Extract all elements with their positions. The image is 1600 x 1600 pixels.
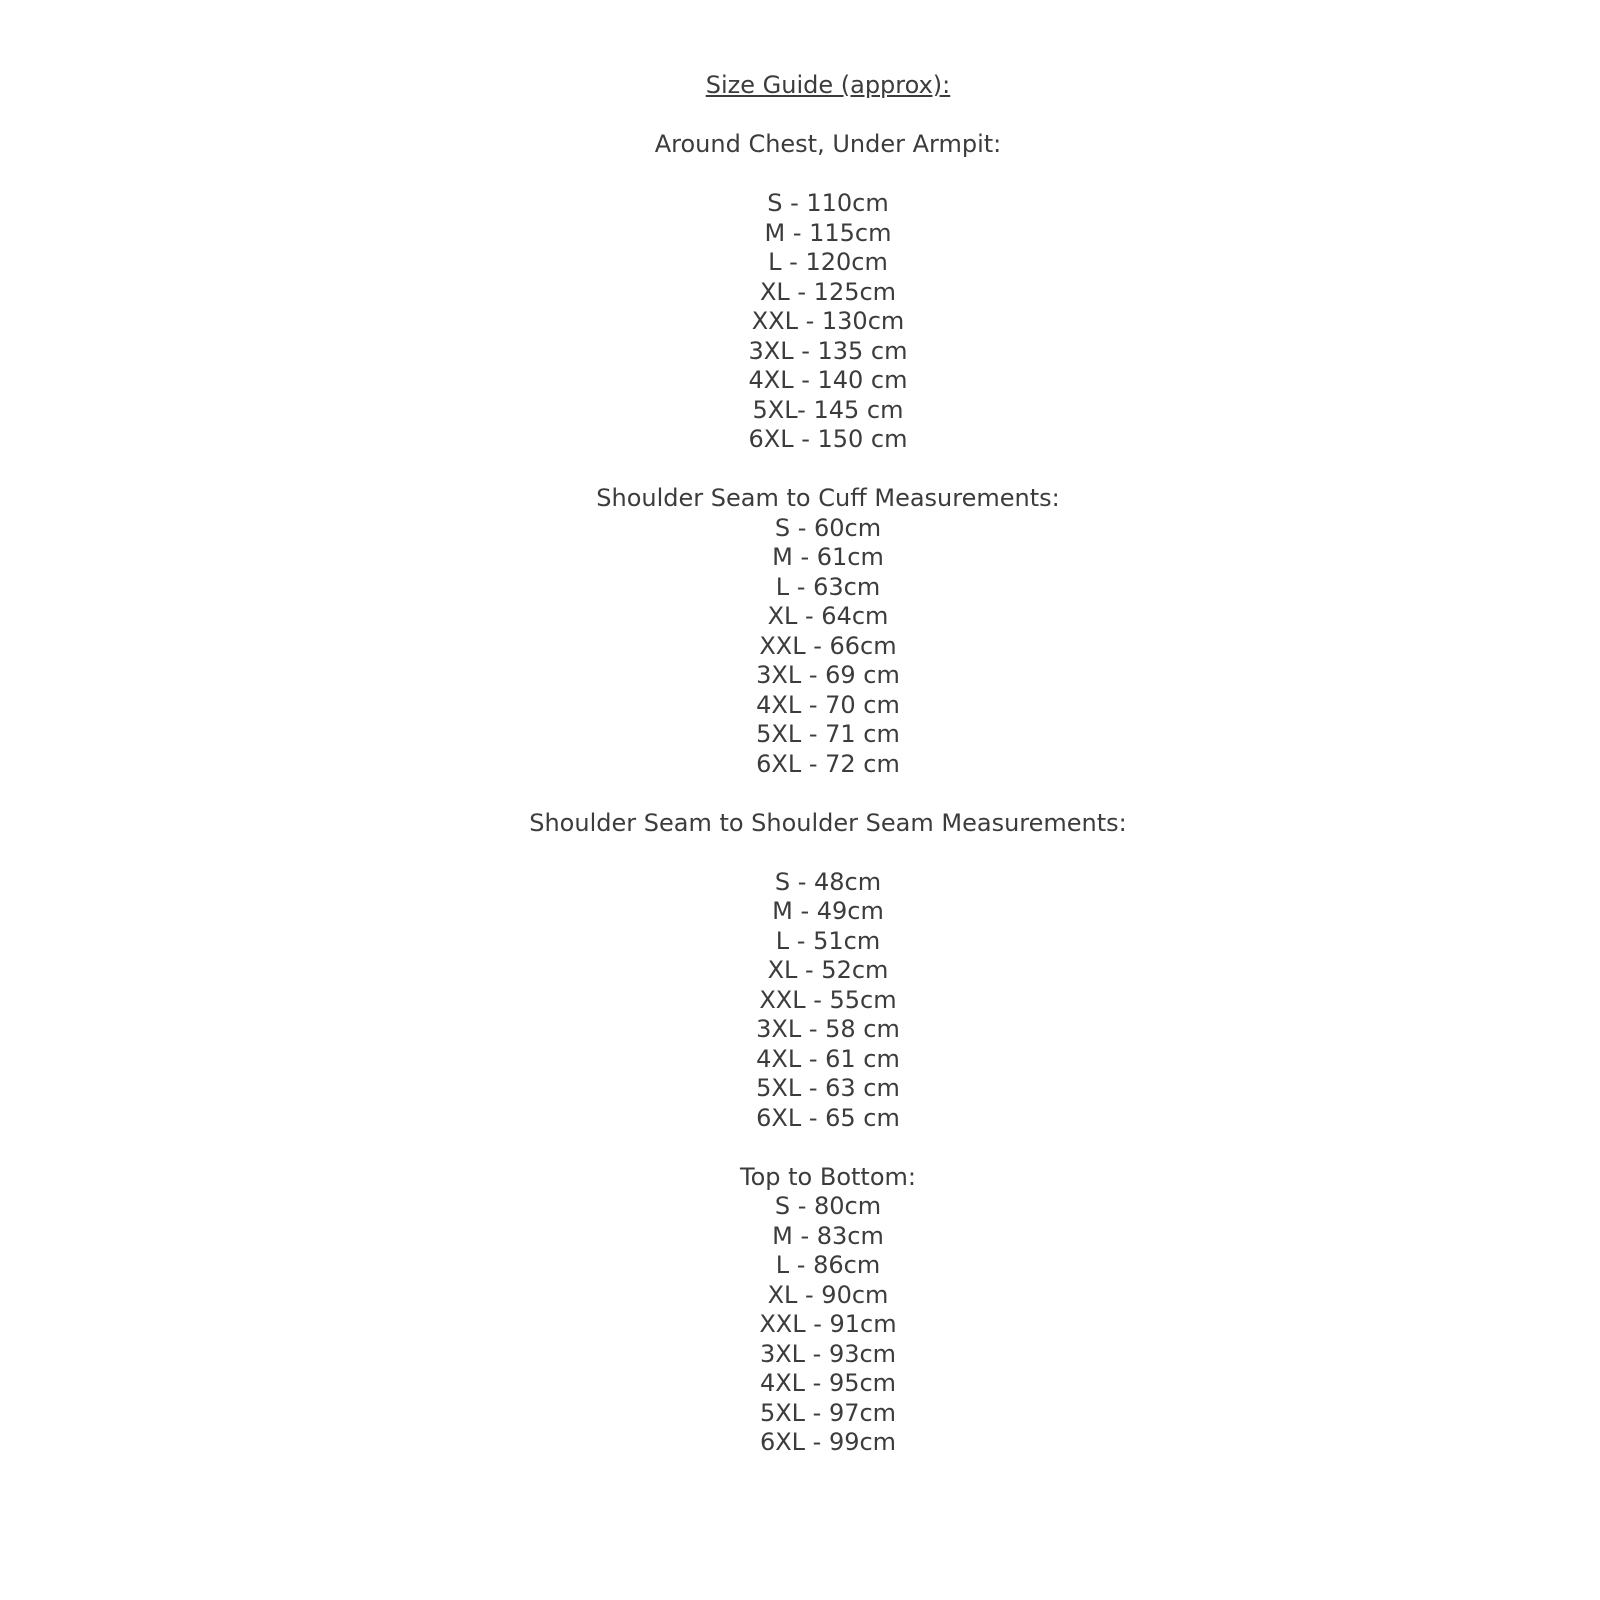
section-chest — [56, 130, 1600, 455]
size-row: M - 49cm — [772, 897, 884, 925]
size-row: XXL - 66cm — [759, 631, 897, 660]
size-row: M - 115cm — [764, 218, 892, 247]
size-row: XL - 125cm — [759, 277, 897, 306]
size-row: M - 61cm — [772, 543, 884, 571]
size-row: 3XL - 58 cm — [756, 1015, 900, 1043]
section-heading-chest: Around Chest, Under Armpit: — [654, 130, 1002, 158]
section-cuff — [56, 484, 1600, 779]
size-row: 3XL - 69 cm — [756, 661, 900, 689]
size-row: XL - 52cm — [767, 956, 889, 984]
size-row: S - 80cm — [774, 1192, 882, 1220]
size-row: L - 86cm — [775, 1251, 881, 1279]
size-row: XXL - 91cm — [759, 1310, 897, 1338]
size-row: XXL - 55cm — [759, 985, 897, 1014]
size-row: 4XL - 95cm — [759, 1369, 897, 1397]
section-shoulder — [56, 809, 1600, 1134]
section-heading-length: Top to Bottom: — [740, 1162, 916, 1191]
section-heading-cuff: Shoulder Seam to Cuff Measurements: — [596, 484, 1060, 512]
size-row: L - 120cm — [768, 248, 888, 276]
size-row: 4XL - 140 cm — [748, 366, 908, 394]
size-row: 4XL - 70 cm — [756, 690, 900, 719]
section-length-list — [56, 1192, 1600, 1458]
section-heading-shoulder: Shoulder Seam to Shoulder Seam Measurements: — [529, 808, 1127, 837]
section-cuff-list — [56, 514, 1600, 780]
size-row: 5XL - 97cm — [759, 1398, 897, 1427]
page-title: Size Guide (approx): — [705, 71, 951, 99]
size-row: 5XL - 71 cm — [756, 720, 900, 748]
section-chest-list — [56, 189, 1600, 455]
size-row: 6XL - 150 cm — [748, 425, 908, 453]
size-row: L - 51cm — [775, 926, 881, 955]
size-row: 5XL- 145 cm — [752, 395, 904, 424]
size-row: 3XL - 135 cm — [748, 336, 908, 365]
section-length — [56, 1163, 1600, 1458]
size-row: 3XL - 93cm — [759, 1339, 897, 1368]
size-row: XL - 90cm — [767, 1280, 889, 1309]
size-row: S - 60cm — [774, 513, 882, 542]
size-row: XL - 64cm — [767, 602, 889, 630]
size-row: 6XL - 99cm — [759, 1428, 897, 1456]
size-row: 6XL - 72 cm — [756, 749, 900, 778]
section-shoulder-list — [56, 868, 1600, 1134]
size-row: XXL - 130cm — [751, 307, 905, 335]
size-row: S - 48cm — [774, 867, 882, 896]
size-row: L - 63cm — [775, 572, 881, 601]
size-row: M - 83cm — [772, 1221, 884, 1250]
size-row: 6XL - 65 cm — [756, 1103, 900, 1132]
size-row: S - 110cm — [767, 189, 889, 217]
size-row: 4XL - 61 cm — [756, 1044, 900, 1073]
size-row: 5XL - 63 cm — [756, 1074, 900, 1102]
